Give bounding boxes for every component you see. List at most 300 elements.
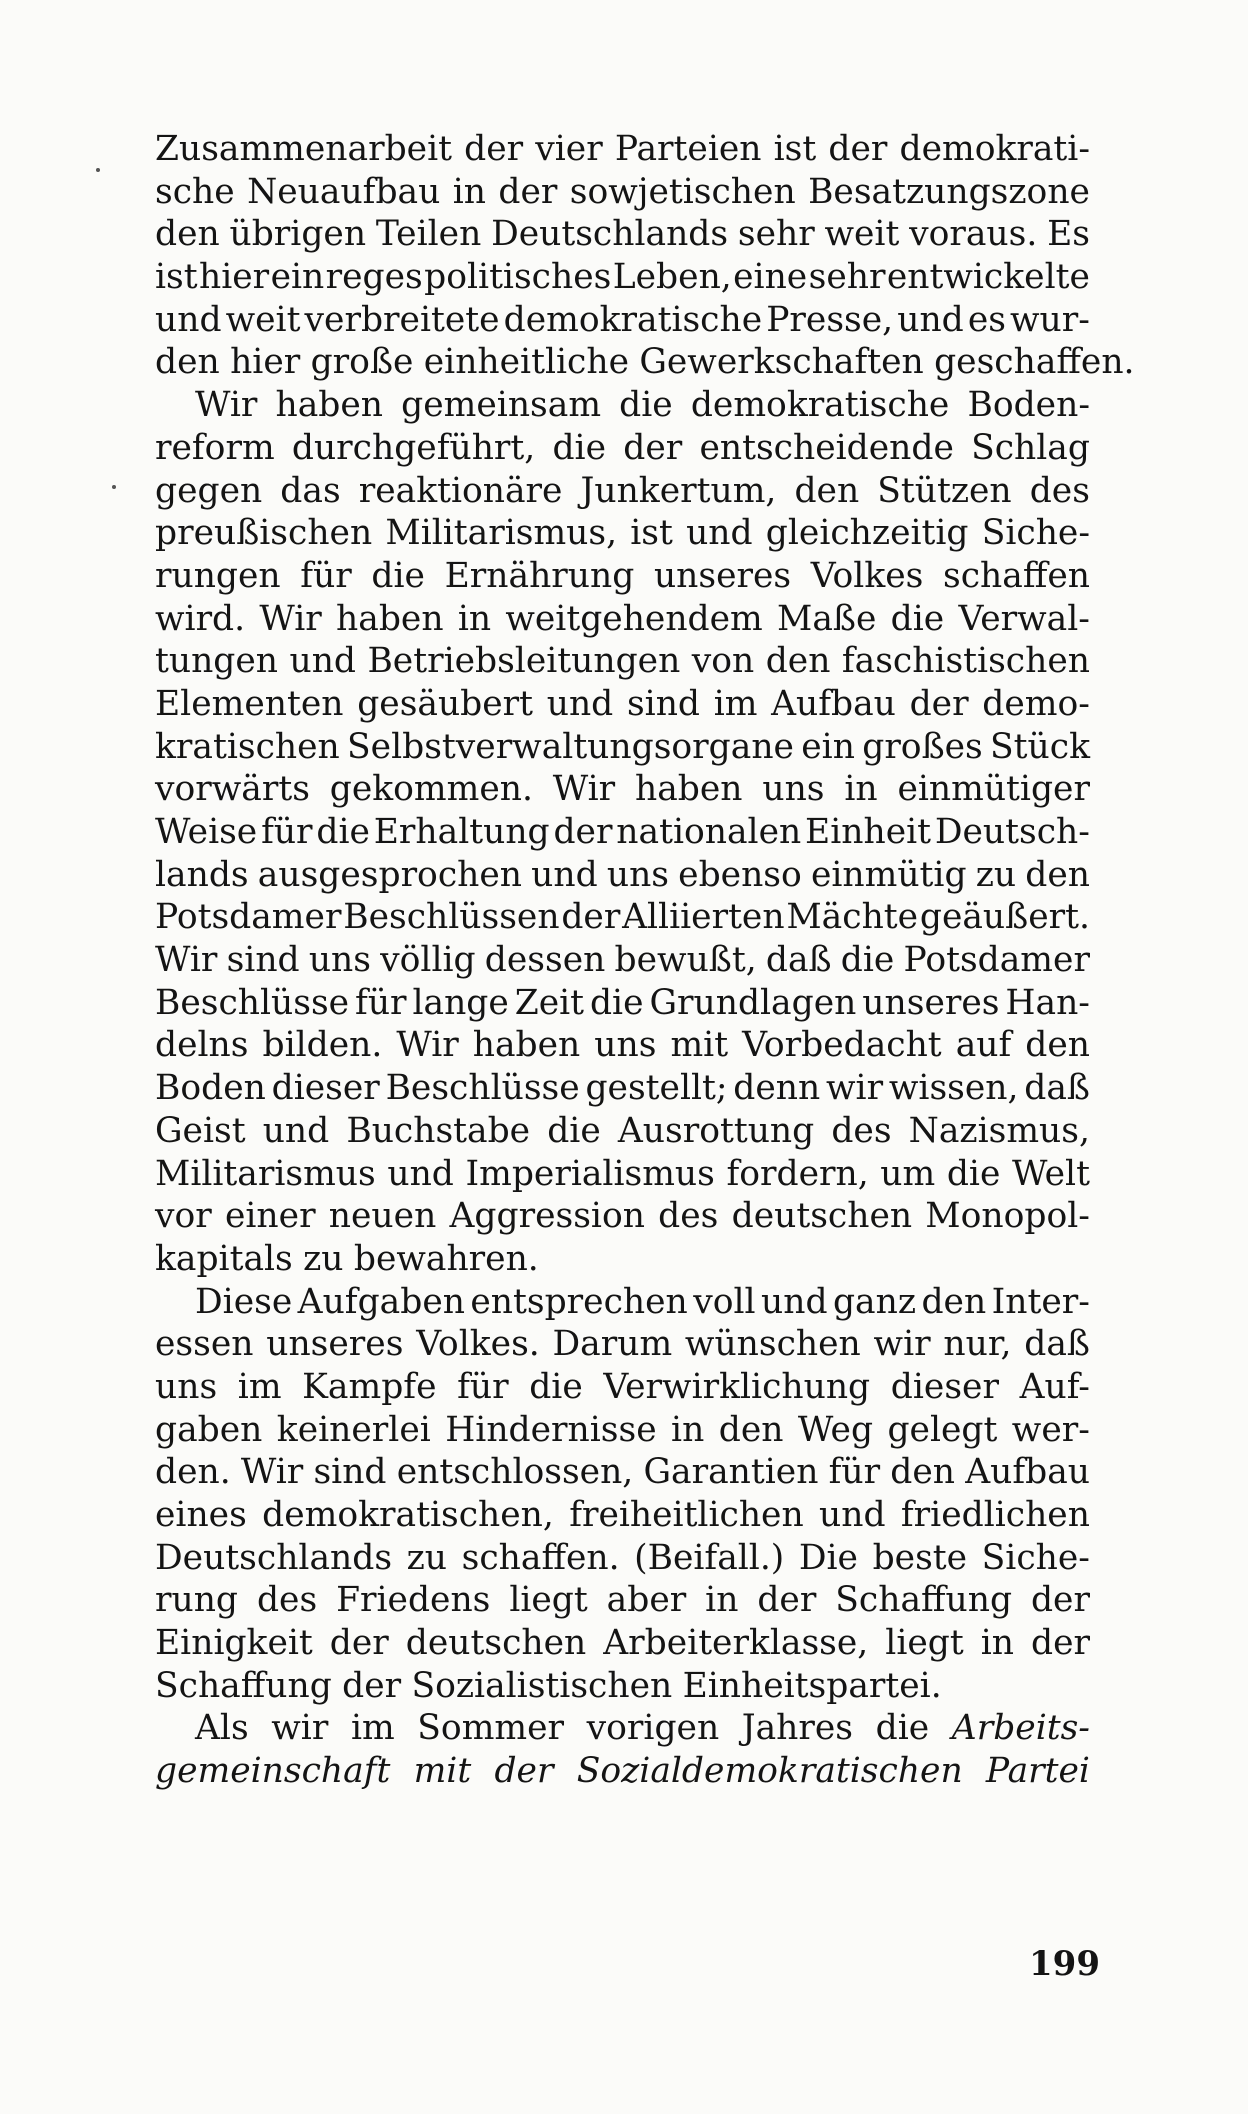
word: Aufgaben [297, 1281, 465, 1322]
word: Aufbau [965, 1452, 1090, 1493]
word: mit [670, 1025, 729, 1066]
word: liegt [885, 1623, 964, 1664]
word: das [280, 470, 341, 511]
word: Militarismus, [385, 513, 618, 554]
word: dieser [271, 1068, 380, 1109]
word: Wir [259, 598, 322, 639]
word: einer [224, 1196, 316, 1237]
word: voll [693, 1281, 756, 1322]
word: daß [1024, 1068, 1090, 1109]
word: Ausrottung [617, 1110, 815, 1151]
word: Maße [777, 598, 877, 639]
text-line [155, 171, 1090, 214]
word: Neuaufbau [247, 171, 441, 212]
word: Garantien [643, 1452, 819, 1493]
word: bilden. [262, 1025, 383, 1066]
text-line [155, 427, 1090, 470]
word: Geist [155, 1110, 246, 1151]
word: Als [195, 1708, 249, 1749]
word: gemeinsam [401, 385, 602, 426]
margin-speck [96, 168, 100, 172]
word: die [371, 555, 425, 596]
word: übrigen [229, 214, 367, 255]
word: und [387, 1153, 454, 1194]
word: liegt [509, 1580, 588, 1621]
text-line [155, 555, 1090, 598]
word: bewußt, [614, 940, 757, 981]
word: entsprechen [470, 1281, 688, 1322]
word: dessen [484, 940, 606, 981]
word: die [552, 427, 607, 468]
word: gemeinschaft [155, 1751, 391, 1792]
word: vorwärts [155, 769, 310, 810]
word: entschlossen, [396, 1452, 634, 1493]
text-line [155, 1281, 1090, 1324]
word: durchgeführt, [291, 427, 536, 468]
word: verbreitete [304, 299, 500, 340]
text-line [155, 939, 1090, 982]
text-line [155, 1622, 1090, 1665]
word: die [589, 982, 644, 1023]
word: uns [155, 1366, 218, 1407]
word: daß [765, 940, 832, 981]
word: die [619, 385, 673, 426]
word: Vorbedacht [742, 1025, 942, 1066]
word: wünschen [684, 1324, 861, 1365]
word: Welt [1011, 1153, 1090, 1194]
word: bewahren. [353, 1238, 539, 1279]
word: Beschlüsse [385, 1068, 580, 1109]
text-line [155, 1024, 1090, 1067]
text-line [155, 341, 1135, 384]
text-line [155, 128, 1090, 171]
text-line [155, 1665, 1090, 1708]
word: Jahres [741, 1708, 854, 1749]
word: den [155, 214, 220, 255]
word: der [1030, 1580, 1090, 1621]
word: ist [155, 257, 198, 298]
word: Wir [396, 1025, 459, 1066]
word: in [457, 598, 492, 639]
word: wissen, [888, 1068, 1019, 1109]
word: Deutschlands [155, 1537, 393, 1578]
word: Wir [155, 940, 218, 981]
word: zu [406, 1537, 448, 1578]
word: demokratischen, [262, 1495, 554, 1535]
word: die [890, 598, 945, 639]
word: Darum [552, 1324, 673, 1365]
text-line [155, 768, 1090, 811]
text-line [155, 854, 1090, 897]
word: geäußert. [919, 897, 1090, 938]
word: die [316, 812, 370, 852]
word: Auf- [1019, 1366, 1090, 1407]
text-line [155, 1195, 1090, 1238]
word: Aggression [449, 1196, 645, 1237]
word: der [828, 129, 888, 169]
word: Nazismus, [908, 1110, 1090, 1151]
text-line [155, 1409, 1090, 1452]
word: Potsdamer [903, 940, 1090, 981]
text-line [155, 213, 1090, 256]
word: auf [955, 1025, 1012, 1066]
word: gestellt; [585, 1068, 728, 1109]
word: Arbeiterklasse, [603, 1623, 869, 1664]
word: sind [313, 1452, 387, 1493]
word: gelegt [887, 1409, 998, 1450]
word: der [623, 427, 683, 468]
word: große [310, 342, 414, 383]
word: Parteien [614, 129, 762, 169]
word: im [237, 1366, 282, 1407]
word: Volkes. [416, 1324, 540, 1365]
word: Kampfe [302, 1366, 437, 1407]
text-line [155, 811, 1090, 854]
word: gleichzeitig [765, 513, 969, 554]
word: und [531, 854, 598, 895]
word: Einheitspartei. [682, 1665, 942, 1706]
word: Buchstabe [346, 1110, 531, 1151]
word: haben [275, 385, 384, 426]
word: daß [1024, 1324, 1090, 1365]
word: Schlag [971, 427, 1090, 468]
word: Alliierten [622, 897, 785, 938]
word: (Beifall.) [634, 1537, 785, 1578]
word: Boden- [967, 385, 1090, 426]
word: Stück [990, 726, 1090, 767]
word: einheitliche [423, 342, 629, 383]
word: Teilen [375, 214, 482, 255]
word: für [355, 982, 407, 1023]
word: Zeit [514, 982, 585, 1023]
word: Die [798, 1537, 858, 1578]
word: in [980, 1623, 1014, 1664]
word: ausgesprochen [257, 854, 523, 895]
word: uns [594, 1025, 657, 1066]
word: weit [225, 299, 301, 340]
word: eine [733, 257, 808, 298]
word: ein [270, 257, 325, 298]
word: nur, [943, 1324, 1012, 1365]
word: und [819, 1495, 886, 1535]
word: und [546, 683, 614, 724]
word: den [765, 641, 831, 682]
word: beste [872, 1537, 968, 1578]
word: sind [226, 940, 300, 981]
text-line [155, 1451, 1090, 1494]
word: Verwirklichung [603, 1366, 871, 1407]
word: im [713, 683, 758, 724]
word: Presse, [766, 299, 894, 340]
word: Arbeits- [951, 1708, 1090, 1749]
word: um [880, 1153, 936, 1194]
word: nationalen [616, 812, 802, 852]
word: sehr [808, 257, 886, 298]
text-line [155, 1750, 1090, 1793]
word: in [705, 1580, 739, 1621]
text-line [155, 1537, 1090, 1580]
word: zu [975, 854, 1017, 895]
word: demokrati- [899, 129, 1090, 169]
text-line [155, 1238, 1090, 1281]
word: weit [824, 214, 900, 255]
word: Selbstverwaltungsorgane [347, 726, 794, 767]
word: wir [873, 1324, 931, 1365]
word: Stützen [877, 470, 1012, 511]
word: deutschen [731, 1196, 913, 1237]
word: ist [630, 513, 673, 554]
word: sind [626, 683, 700, 724]
word: voraus. [909, 214, 1038, 255]
word: ist [773, 129, 817, 169]
word: Ernährung [444, 555, 635, 596]
word: der [757, 1580, 817, 1621]
word: rung [155, 1580, 239, 1621]
word: uns [762, 769, 825, 810]
word: Volkes [810, 555, 924, 596]
word: und [897, 299, 964, 340]
word: hier [199, 257, 270, 298]
word: in [844, 769, 878, 810]
word: in [671, 1409, 705, 1450]
word: Schaffung [835, 1580, 1013, 1621]
word: ebenso [678, 854, 802, 895]
word: Partei [985, 1751, 1090, 1792]
word: faschistischen [841, 641, 1090, 682]
word: reaktionäre [358, 470, 563, 511]
word: Sozialdemokratischen [576, 1751, 963, 1792]
text-line [155, 1579, 1090, 1622]
word: Schaffung [155, 1665, 332, 1706]
word: entscheidende [699, 427, 954, 468]
word: einmütiger [897, 769, 1090, 810]
word: völlig [380, 940, 476, 981]
word: Betriebsleitungen [367, 641, 681, 682]
word: der [464, 129, 524, 169]
word: den [1025, 854, 1090, 895]
word: unseres [266, 1324, 404, 1365]
word: gaben [155, 1409, 263, 1450]
word: preußischen [155, 513, 373, 554]
text-line [155, 726, 1090, 769]
word: uns [606, 854, 670, 895]
word: Monopol- [925, 1196, 1090, 1237]
word: kapitals [155, 1238, 293, 1279]
text-line [155, 640, 1090, 683]
word: für [828, 1452, 881, 1493]
word: demokratische [690, 385, 950, 426]
word: in [452, 171, 486, 212]
word: den. [155, 1452, 231, 1493]
word: und [686, 513, 753, 554]
word: Zusammenarbeit [155, 129, 452, 169]
word: Verwal- [958, 598, 1090, 639]
word: schaffen [943, 555, 1090, 596]
word: Deutschlands [491, 214, 729, 255]
word: sche [155, 171, 235, 212]
word: delns [155, 1025, 249, 1066]
word: des [256, 1580, 318, 1621]
word: vorigen [586, 1708, 720, 1749]
word: vier [535, 129, 603, 169]
word: Hindernisse [445, 1409, 657, 1450]
word: wir [826, 1068, 884, 1109]
word: den [890, 1452, 956, 1493]
word: Leben, [612, 257, 732, 298]
text-line [155, 982, 1090, 1025]
word: zu [303, 1238, 344, 1279]
word: der [329, 1623, 389, 1664]
word: der [494, 1751, 554, 1792]
word: Boden [155, 1068, 266, 1109]
word: für [457, 1366, 509, 1407]
word: der [1030, 1623, 1090, 1664]
word: der [342, 1665, 402, 1706]
text-line [155, 1153, 1090, 1196]
word: den [718, 1409, 784, 1450]
word: gesäubert [357, 683, 534, 724]
word: für [261, 812, 313, 852]
word: uns [308, 940, 371, 981]
word: demokratische [503, 299, 763, 340]
word: Deutsch- [934, 812, 1090, 852]
word: tungen [155, 641, 279, 682]
text-line [155, 299, 1090, 342]
word: Elementen [155, 683, 344, 724]
word: Besatzungszone [808, 171, 1090, 212]
word: sowjetischen [569, 171, 796, 212]
word: Mächte [786, 897, 919, 938]
word: Beschlüsse [155, 982, 350, 1023]
word: gekommen. [329, 769, 533, 810]
word: des [658, 1196, 719, 1237]
word: Friedens [336, 1580, 491, 1621]
word: Weise [155, 812, 258, 852]
word: es [967, 299, 1006, 340]
word: den [155, 342, 220, 383]
margin-speck [112, 485, 116, 489]
word: sehr [737, 214, 815, 255]
body-text [155, 128, 1135, 1793]
word: von [691, 641, 755, 682]
word: weitgehendem [505, 598, 763, 639]
word: hier [230, 342, 301, 383]
word: und [262, 1110, 330, 1151]
word: die [840, 940, 895, 981]
word: der [561, 897, 621, 938]
word: Einigkeit [155, 1623, 313, 1664]
word: gegen [155, 470, 263, 511]
word: für [300, 555, 352, 596]
word: aber [606, 1580, 687, 1621]
word: und [155, 299, 222, 340]
text-line [155, 1707, 1090, 1750]
word: Weg [797, 1409, 874, 1450]
word: Aufbau [771, 683, 896, 724]
text-line [155, 1067, 1090, 1110]
word: die [946, 1153, 1001, 1194]
word: ganz [832, 1281, 917, 1322]
word: lands [155, 854, 249, 895]
word: deutschen [405, 1623, 587, 1664]
text-line [155, 470, 1090, 513]
word: haben [635, 769, 743, 810]
word: wir [271, 1708, 329, 1749]
word: Grundlagen [649, 982, 857, 1023]
word: der [498, 171, 558, 212]
word: Junkertum, [580, 470, 777, 511]
word: wer- [1011, 1409, 1090, 1450]
word: vor [155, 1196, 212, 1237]
word: großes [862, 726, 983, 767]
word: demo- [982, 683, 1090, 724]
word: Diese [195, 1281, 293, 1322]
word: essen [155, 1324, 254, 1365]
word: denn [733, 1068, 821, 1109]
word: Beschlüssen [343, 897, 560, 938]
word: Potsdamer [155, 897, 342, 938]
word: die [875, 1708, 930, 1749]
word: Sozialistischen [411, 1665, 673, 1706]
word: Es [1047, 214, 1090, 255]
word: kratischen [155, 726, 340, 767]
word: des [1029, 470, 1090, 511]
word: keinerlei [276, 1409, 431, 1450]
word: geschaffen. [934, 342, 1135, 383]
word: der [553, 812, 613, 852]
word: Wir [240, 1452, 304, 1493]
word: unseres [862, 982, 1000, 1023]
word: Einheit [805, 812, 932, 852]
word: eines [155, 1495, 247, 1535]
word: unseres [653, 555, 792, 596]
text-line [155, 384, 1090, 427]
word: Siche- [981, 1537, 1090, 1578]
text-line [155, 512, 1090, 555]
word: entwickelte [886, 257, 1090, 298]
word: ein [801, 726, 855, 767]
word: einmütig [810, 854, 967, 895]
text-line [155, 683, 1090, 726]
word: Erhaltung [373, 812, 550, 852]
word: Militarismus [155, 1153, 376, 1194]
word: der [909, 683, 969, 724]
word: Gewerkschaften [639, 342, 924, 383]
text-line [155, 896, 1090, 939]
word: den [794, 470, 860, 511]
word: die [547, 1110, 601, 1151]
word: Wir [195, 385, 258, 426]
word: fordern, [726, 1153, 869, 1194]
text-line [155, 1494, 1090, 1537]
word: dieser [890, 1366, 999, 1407]
word: haben [472, 1025, 581, 1066]
text-line [155, 1366, 1090, 1409]
word: lange [412, 982, 509, 1023]
word: Sommer [417, 1708, 565, 1749]
word: reges [325, 257, 423, 298]
text-line [155, 256, 1090, 299]
word: haben [336, 598, 444, 639]
word: rungen [155, 555, 281, 596]
word: politisches [424, 257, 612, 298]
text-line [155, 1110, 1090, 1153]
word: reform [155, 427, 275, 468]
word: und [761, 1281, 828, 1322]
text-line [155, 598, 1090, 641]
word: schaffen. [461, 1537, 620, 1578]
word: den [921, 1281, 987, 1322]
